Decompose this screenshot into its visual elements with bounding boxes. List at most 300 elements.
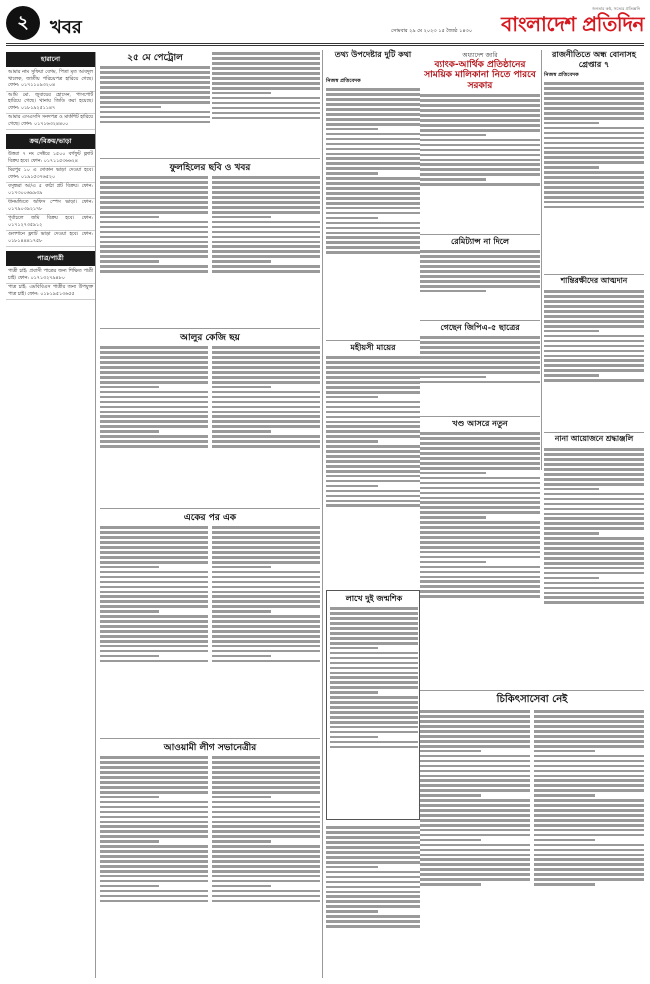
text-line — [212, 117, 320, 120]
article-body — [100, 524, 208, 734]
text-line — [544, 473, 644, 476]
article-text-lines — [212, 52, 320, 119]
text-line — [212, 245, 320, 248]
text-line — [212, 660, 320, 663]
text-line — [100, 880, 208, 883]
text-line — [534, 858, 644, 861]
text-line — [420, 336, 540, 339]
classified-item: মিরপুর ১০ এ দোকান ভাড়া দেওয়া হবে। ফোন: ০১৯১৫৩৭৬৫২০ — [6, 167, 95, 183]
text-line — [212, 366, 320, 369]
text-line — [326, 465, 420, 468]
text-line — [100, 430, 159, 433]
text-line — [420, 735, 530, 738]
text-line — [212, 435, 320, 438]
text-line — [212, 226, 320, 229]
article-body — [326, 354, 420, 584]
text-line — [326, 925, 420, 928]
text-line — [544, 147, 644, 150]
text-line — [100, 241, 208, 244]
text-line — [212, 556, 320, 559]
text-line — [420, 779, 530, 782]
headline-may25: ২৫ মে পেট্রোল — [127, 53, 183, 63]
text-line — [420, 134, 486, 137]
text-line — [100, 121, 210, 124]
text-line — [420, 275, 540, 278]
text-line — [420, 260, 540, 263]
text-line — [100, 76, 210, 79]
text-line — [326, 500, 420, 503]
text-line — [212, 895, 320, 898]
text-line — [212, 630, 320, 633]
text-line — [100, 625, 208, 628]
article-text-lines — [212, 756, 320, 902]
text-line — [420, 541, 540, 544]
text-line — [326, 217, 378, 220]
text-line — [212, 391, 320, 394]
text-line — [534, 715, 644, 718]
text-line — [212, 112, 320, 115]
text-line — [100, 191, 208, 194]
text-line — [544, 478, 644, 481]
text-line — [544, 577, 599, 580]
text-line — [420, 351, 540, 354]
text-line — [212, 526, 320, 529]
text-line — [420, 183, 540, 186]
text-line — [212, 771, 320, 774]
text-line — [420, 154, 540, 157]
article-body — [212, 524, 320, 734]
text-line — [420, 104, 540, 107]
text-line — [212, 186, 320, 189]
text-line — [100, 236, 208, 239]
text-line — [420, 163, 540, 166]
text-line — [420, 819, 530, 822]
text-line — [100, 850, 208, 853]
text-line — [212, 381, 320, 384]
text-line — [420, 265, 540, 268]
text-line — [212, 586, 320, 589]
article-body — [326, 86, 420, 336]
text-line — [212, 811, 320, 814]
text-line — [534, 735, 644, 738]
text-line — [420, 250, 540, 253]
text-line — [326, 133, 420, 136]
text-line — [544, 166, 599, 169]
text-line — [420, 149, 540, 152]
text-line — [544, 102, 644, 105]
text-line — [212, 396, 320, 399]
text-line — [544, 557, 644, 560]
text-line — [212, 880, 320, 883]
text-line — [326, 895, 420, 898]
divider — [544, 432, 644, 433]
article-body — [326, 824, 420, 978]
text-line — [100, 401, 208, 404]
text-line — [330, 701, 418, 704]
headline-gpa: গেছেন জিপিএ-৫ ছাত্রের — [440, 323, 520, 332]
text-line — [544, 587, 644, 590]
text-line — [100, 116, 210, 119]
text-line — [544, 537, 644, 540]
text-line — [326, 153, 420, 156]
text-line — [212, 406, 320, 409]
text-line — [326, 222, 420, 225]
text-line — [212, 576, 320, 579]
text-line — [326, 236, 420, 239]
text-line — [534, 819, 644, 822]
text-line — [212, 176, 320, 179]
text-line — [420, 506, 540, 509]
classified-item: গুলশানে ফ্ল্যাট ভাড়া দেওয়া হবে। ফোন: ০১৮১৪৪৪১৭৫৮ — [6, 231, 95, 247]
text-line — [420, 585, 540, 588]
text-line — [100, 371, 208, 374]
text-line — [212, 855, 320, 858]
text-line — [100, 366, 208, 369]
byline: নিজস্ব প্রতিবেদক — [544, 72, 579, 78]
text-line — [326, 871, 420, 874]
text-line — [420, 501, 540, 504]
text-line — [100, 806, 208, 809]
text-line — [330, 607, 418, 610]
text-line — [212, 211, 320, 214]
text-line — [326, 251, 420, 254]
text-line — [544, 127, 644, 130]
text-line — [212, 236, 320, 239]
text-line — [100, 415, 208, 418]
text-line — [326, 197, 420, 200]
text-line — [100, 361, 208, 364]
text-line — [420, 497, 540, 500]
text-line — [534, 740, 644, 743]
text-line — [544, 374, 599, 377]
text-line — [420, 770, 530, 773]
text-line — [420, 755, 530, 758]
text-line — [100, 411, 208, 414]
text-line — [544, 330, 599, 333]
text-line — [212, 87, 320, 90]
text-line — [544, 315, 644, 318]
text-line — [534, 784, 644, 787]
text-line — [326, 177, 420, 180]
text-line — [544, 513, 644, 516]
text-line — [420, 511, 540, 514]
text-line — [212, 791, 320, 794]
headline-rajnoitik: রাজনীতিতে অন্ধ বোনাসহ গ্রেপ্তার ৭ — [552, 50, 636, 69]
text-line — [100, 595, 208, 598]
text-line — [326, 381, 420, 384]
text-line — [420, 824, 530, 827]
text-line — [100, 396, 208, 399]
text-line — [544, 498, 644, 501]
divider — [100, 158, 320, 159]
text-line — [212, 625, 320, 628]
text-line — [212, 401, 320, 404]
classified-item: আমার এসএসসি সনদপত্র ও মার্কশিট হারিয়ে গেছে। ফোন: ০১৭১৬৩২৪৪০০ — [6, 114, 95, 130]
article-text-lines — [544, 448, 644, 604]
text-line — [330, 746, 418, 749]
text-line — [544, 508, 644, 511]
text-line — [100, 181, 208, 184]
text-line — [100, 265, 208, 268]
text-line — [212, 371, 320, 374]
text-line — [420, 868, 530, 871]
text-line — [420, 561, 486, 564]
text-line — [534, 755, 644, 758]
article-body — [544, 80, 644, 270]
text-line — [212, 615, 320, 618]
text-line — [212, 845, 320, 848]
text-line — [420, 854, 530, 857]
text-line — [212, 351, 320, 354]
text-line — [420, 566, 540, 569]
text-line — [100, 640, 208, 643]
text-line — [420, 725, 530, 728]
text-line — [212, 781, 320, 784]
text-line — [420, 487, 540, 490]
article-text-lines — [212, 346, 320, 447]
headline-lakh: লাখে দুই জন্মশিক — [345, 594, 403, 603]
text-line — [100, 791, 208, 794]
text-line — [420, 829, 530, 832]
text-line — [326, 841, 420, 844]
text-line — [534, 849, 644, 852]
text-line — [326, 411, 420, 414]
text-line — [420, 834, 530, 837]
text-line — [544, 201, 644, 204]
text-line — [100, 581, 208, 584]
text-line — [212, 72, 320, 75]
text-line — [212, 786, 320, 789]
text-line — [212, 825, 320, 828]
text-line — [212, 610, 271, 613]
text-line — [100, 440, 208, 443]
text-line — [544, 156, 644, 159]
text-line — [420, 492, 540, 495]
text-line — [326, 861, 420, 864]
text-line — [330, 672, 418, 675]
text-line — [326, 212, 420, 215]
headline-remittance: রেমিট্যান্স না দিলে — [450, 237, 509, 246]
text-line — [212, 766, 320, 769]
text-line — [100, 811, 208, 814]
text-line — [100, 835, 208, 838]
text-line — [326, 851, 420, 854]
text-line — [100, 221, 208, 224]
divider — [100, 738, 320, 739]
text-line — [326, 241, 420, 244]
text-line — [326, 361, 420, 364]
text-line — [212, 761, 320, 764]
text-line — [326, 430, 420, 433]
text-line — [330, 741, 418, 744]
text-line — [100, 781, 208, 784]
article-body — [420, 248, 540, 318]
article-body — [212, 50, 320, 154]
text-line — [544, 355, 644, 358]
text-line — [326, 356, 420, 359]
text-line — [212, 541, 320, 544]
text-line — [100, 346, 208, 349]
text-line — [420, 521, 540, 524]
article-text-lines — [420, 94, 540, 185]
text-line — [544, 112, 644, 115]
article-body — [100, 754, 208, 978]
text-line — [212, 840, 271, 843]
text-line — [326, 167, 420, 170]
text-line — [420, 129, 540, 132]
text-line — [212, 260, 271, 263]
text-line — [100, 865, 208, 868]
text-line — [326, 891, 420, 894]
classified-item: বসুন্ধরা আ/এ ৫ কাঠা প্লট বিক্রয়। ফোন: ০১৭৩০০৬৯৯৩৯ — [6, 183, 95, 199]
text-line — [326, 490, 420, 493]
text-line — [544, 552, 644, 555]
text-line — [100, 406, 208, 409]
text-line — [100, 610, 159, 613]
text-line — [330, 617, 418, 620]
text-line — [100, 895, 208, 898]
text-line — [100, 226, 208, 229]
text-line — [212, 107, 320, 110]
text-line — [212, 250, 320, 253]
text-line — [326, 425, 420, 428]
text-line — [544, 196, 644, 199]
headline-bank: ব্যাংক-আর্থিক প্রতিষ্ঠানের সাময়িক মালিকানা নিতে পারবে সরকার — [424, 60, 536, 91]
text-line — [100, 420, 208, 423]
logo-tagline: জনতার কণ্ঠ, সত্যের প্রতিধ্বনি — [592, 6, 640, 11]
page-number: ২ — [6, 6, 40, 40]
text-line — [326, 460, 420, 463]
text-line — [534, 799, 644, 802]
text-line — [100, 435, 208, 438]
text-line — [544, 359, 644, 362]
text-line — [326, 128, 378, 131]
text-line — [326, 440, 378, 443]
text-line — [420, 740, 530, 743]
text-line — [326, 371, 420, 374]
text-line — [212, 595, 320, 598]
text-line — [212, 531, 320, 534]
text-line — [212, 411, 320, 414]
section-title: খবর — [50, 17, 82, 38]
text-line — [326, 386, 420, 389]
article-text-lines — [100, 66, 210, 123]
text-line — [326, 113, 420, 116]
text-line — [326, 396, 378, 399]
article-body — [534, 708, 644, 978]
text-line — [100, 86, 210, 89]
text-line — [100, 386, 159, 389]
text-line — [100, 96, 210, 99]
text-line — [420, 844, 530, 847]
text-line — [326, 831, 420, 834]
text-line — [534, 809, 644, 812]
text-line — [212, 346, 320, 349]
text-line — [544, 107, 644, 110]
text-line — [420, 462, 540, 465]
text-line — [212, 605, 320, 608]
text-line — [544, 310, 644, 313]
text-line — [212, 77, 320, 80]
text-line — [544, 345, 644, 348]
text-line — [326, 421, 420, 424]
text-line — [420, 580, 540, 583]
text-line — [100, 660, 208, 663]
text-line — [212, 551, 320, 554]
text-line — [326, 182, 420, 185]
divider — [326, 340, 420, 341]
article-body — [212, 754, 320, 978]
text-line — [534, 745, 644, 748]
text-line — [420, 452, 540, 455]
text-line — [100, 650, 208, 653]
text-line — [544, 567, 644, 570]
text-line — [212, 645, 320, 648]
text-line — [544, 181, 644, 184]
text-line — [544, 320, 644, 323]
text-line — [420, 467, 540, 470]
text-line — [534, 725, 644, 728]
text-line — [534, 730, 644, 733]
text-line — [326, 480, 420, 483]
text-line — [100, 756, 208, 759]
text-line — [544, 458, 644, 461]
text-line — [420, 750, 481, 753]
text-line — [544, 493, 644, 496]
article-body — [420, 430, 540, 680]
text-line — [420, 482, 540, 485]
text-line — [212, 536, 320, 539]
text-line — [544, 161, 644, 164]
text-line — [100, 556, 208, 559]
text-line — [420, 168, 540, 171]
text-line — [212, 890, 320, 893]
text-line — [544, 82, 644, 85]
text-line — [330, 657, 418, 660]
text-line — [330, 637, 418, 640]
text-line — [534, 775, 644, 778]
text-line — [212, 875, 320, 878]
text-line — [100, 586, 208, 589]
classified-section — [6, 251, 95, 300]
text-line — [534, 883, 595, 886]
text-line — [420, 789, 530, 792]
text-line — [420, 361, 540, 364]
text-line — [212, 655, 271, 658]
text-line — [534, 750, 595, 753]
headline-tottho: তথ্য উপদেষ্টার দুটি কথা — [334, 50, 412, 59]
text-line — [212, 635, 320, 638]
classified-section — [6, 52, 95, 130]
text-line — [330, 726, 418, 729]
classifieds-column — [6, 52, 96, 978]
text-line — [330, 652, 418, 655]
text-line — [544, 517, 644, 520]
text-line — [420, 139, 540, 142]
text-line — [212, 546, 320, 549]
text-line — [420, 873, 530, 876]
headline-ekporek: একের পর এক — [183, 513, 237, 523]
text-line — [330, 731, 418, 734]
text-line — [212, 816, 320, 819]
text-line — [420, 556, 540, 559]
text-line — [544, 463, 644, 466]
text-line — [420, 784, 530, 787]
text-line — [544, 468, 644, 471]
text-line — [212, 82, 320, 85]
classified-heading: হারানো — [6, 52, 95, 67]
text-line — [420, 858, 530, 861]
